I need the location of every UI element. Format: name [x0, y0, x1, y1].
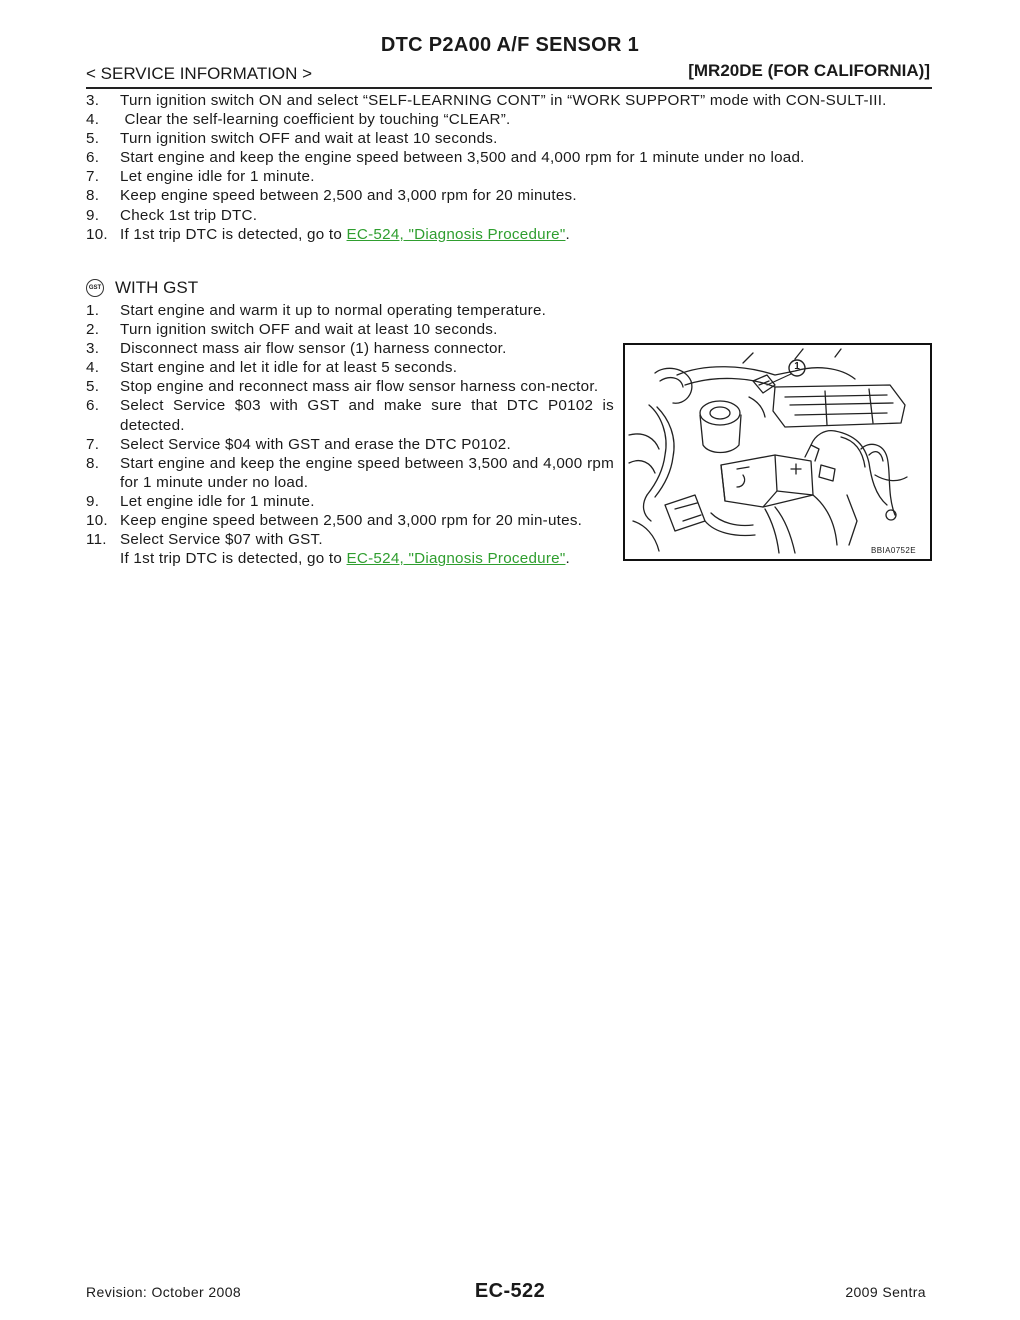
step-text: Select Service $07 with GST. — [120, 531, 323, 549]
engine-label: [MR20DE (FOR CALIFORNIA)] — [688, 61, 930, 80]
step-text: Start engine and let it idle for at least 5 seconds. — [120, 359, 458, 377]
step-subtext: If 1st trip DTC is detected, go to — [120, 550, 347, 568]
step-item — [86, 301, 614, 320]
step-text: Start engine and keep the engine speed between 3,500 and 4,000 rpm for 1 minute under no load. — [120, 149, 805, 167]
step-text: Turn ignition switch OFF and wait at least 10 seconds. — [120, 130, 498, 148]
engine-drawing — [625, 345, 930, 559]
diagnosis-procedure-link[interactable]: EC-524, "Diagnosis Procedure" — [346, 225, 566, 243]
step-item — [86, 186, 932, 205]
step-item — [86, 511, 614, 530]
figure-code: BBIA0752E — [871, 546, 916, 555]
vehicle-model: 2009 Sentra — [845, 1284, 926, 1300]
step-item — [86, 225, 932, 244]
step-item — [86, 206, 932, 225]
step-number: 2. — [86, 321, 100, 339]
step-number: 8. — [86, 187, 100, 205]
page-title: DTC P2A00 A/F SENSOR 1 — [380, 34, 640, 56]
step-item — [86, 454, 619, 492]
step-item — [86, 530, 614, 568]
step-text: Turn ignition switch OFF and wait at least 10 seconds. — [120, 321, 498, 339]
gst-heading — [86, 277, 198, 299]
step-number: 7. — [86, 435, 100, 453]
step-number: 6. — [86, 397, 100, 415]
step-item — [86, 492, 614, 511]
diagnosis-procedure-link[interactable]: EC-524, "Diagnosis Procedure" — [346, 550, 566, 568]
gst-icon: GST — [86, 279, 104, 297]
step-text: If 1st trip DTC is detected, go to — [120, 225, 347, 243]
consult-steps-list — [86, 91, 932, 244]
step-number: 4. — [86, 359, 100, 377]
step-text: Disconnect mass air flow sensor (1) harness connector. — [120, 340, 507, 358]
step-text: Turn ignition switch ON and select “SELF-LEARNING CONT” in “WORK SUPPORT” mode with CON-SULT-III. — [120, 92, 887, 109]
engine-illustration — [623, 343, 932, 561]
step-item — [86, 396, 619, 434]
step-text: Keep engine speed between 2,500 and 3,000 rpm for 20 minutes. — [120, 187, 577, 205]
page-number: EC-522 — [474, 1280, 546, 1302]
step-text: Keep engine speed between 2,500 and 3,000 rpm for 20 min-utes. — [120, 512, 583, 530]
step-text: Check 1st trip DTC. — [120, 206, 258, 224]
step-number: 7. — [86, 168, 100, 186]
section-label: < SERVICE INFORMATION > — [86, 64, 313, 83]
callout-number: 1 — [794, 361, 800, 372]
step-item — [86, 435, 614, 454]
step-number: 9. — [86, 206, 100, 224]
gst-heading-text: WITH GST — [115, 278, 199, 297]
step-number: 3. — [86, 92, 100, 109]
step-number: 5. — [86, 378, 100, 396]
step-number: 8. — [86, 454, 100, 472]
step-item — [86, 129, 932, 148]
step-text-end: . — [565, 225, 570, 243]
revision-date: Revision: October 2008 — [86, 1284, 242, 1300]
step-number: 11. — [86, 531, 107, 549]
step-item — [86, 167, 932, 186]
step-text: Let engine idle for 1 minute. — [120, 492, 315, 510]
step-item — [86, 148, 932, 167]
step-item — [86, 358, 614, 377]
step-text: Select Service $04 with GST and erase the DTC P0102. — [120, 435, 511, 453]
step-text: Clear the self-learning coefficient by touching “CLEAR”. — [120, 111, 511, 129]
step-number: 1. — [86, 302, 100, 319]
step-text: Stop engine and reconnect mass air flow sensor harness con-nector. — [120, 378, 599, 396]
step-number: 10. — [86, 225, 108, 243]
step-text: Start engine and warm it up to normal operating temperature. — [120, 302, 547, 319]
step-number: 4. — [86, 111, 100, 129]
step-number: 6. — [86, 149, 100, 167]
step-number: 10. — [86, 512, 108, 530]
step-item — [86, 91, 932, 110]
step-item — [86, 377, 614, 396]
step-number: 9. — [86, 492, 100, 510]
step-item — [86, 339, 614, 358]
step-text: Select Service $03 with GST and make sure that DTC P0102 is detected. — [120, 397, 619, 434]
step-text: Let engine idle for 1 minute. — [120, 168, 315, 186]
step-number: 5. — [86, 130, 100, 148]
step-text-end: . — [565, 550, 570, 568]
step-text: Start engine and keep the engine speed between 3,500 and 4,000 rpm for 1 minute under no load. — [120, 454, 619, 491]
step-item — [86, 320, 614, 339]
header-rule — [86, 87, 932, 89]
step-number: 3. — [86, 340, 100, 358]
gst-steps-list — [86, 301, 619, 568]
step-item — [86, 110, 932, 129]
